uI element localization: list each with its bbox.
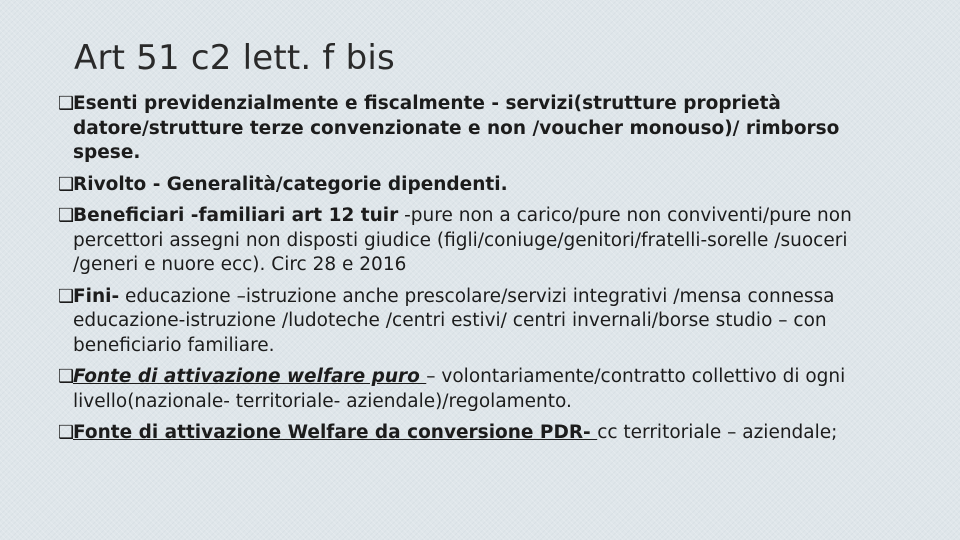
bullet-lead: Beneficiari -familiari art 12 tuir [73,205,399,226]
bullet-fonte-welfare-puro [58,365,888,414]
bullet-fonte-welfare-conversione [58,421,888,446]
bullet-lead: Fini- [73,285,120,307]
checkbox-bullet-icon: ❑ [58,93,75,114]
bullet-text: -pure non a carico/pure non conviventi/pure non percettori assegni non disposti giudice (figli/coniuge/genitori/fratelli-sorelle /suoceri /generi e nuore ecc). Circ 28 e 2016 [73,205,852,275]
checkbox-bullet-icon: ❑ [58,366,75,387]
bullet-fini [58,285,888,359]
slide-title: Art 51 c2 lett. f bis [74,38,395,78]
bullet-text: educazione –istruzione anche prescolare/servizi integrativi /mensa connessa educazione-istruzione /ludoteche /centri estivi/ centri invernali/borse studio – con beneficiario familiare. [73,285,835,356]
checkbox-bullet-icon: ❑ [58,285,75,307]
checkbox-bullet-icon: ❑ [58,422,75,443]
checkbox-bullet-icon: ❑ [58,205,75,226]
bullet-esenti [58,92,888,166]
bullet-list [58,92,888,453]
bullet-lead: Fonte di attivazione welfare puro [73,366,427,387]
bullet-lead: Fonte di attivazione Welfare da conversione PDR- [73,422,598,443]
bullet-rivolto [58,173,888,198]
bullet-text: Rivolto - Generalità/categorie dipendenti. [73,173,508,195]
bullet-text: – volontariamente/contratto collettivo di ogni livello(nazionale- territoriale- aziendale)/regolamento. [73,366,846,412]
bullet-text: cc territoriale – aziendale; [597,422,838,443]
checkbox-bullet-icon: ❑ [58,173,75,195]
bullet-beneficiari [58,204,888,278]
bullet-text: Esenti previdenzialmente e fiscalmente - servizi(strutture proprietà datore/strutture terze convenzionate e non /voucher monouso)/ rimborso spese. [73,93,840,163]
